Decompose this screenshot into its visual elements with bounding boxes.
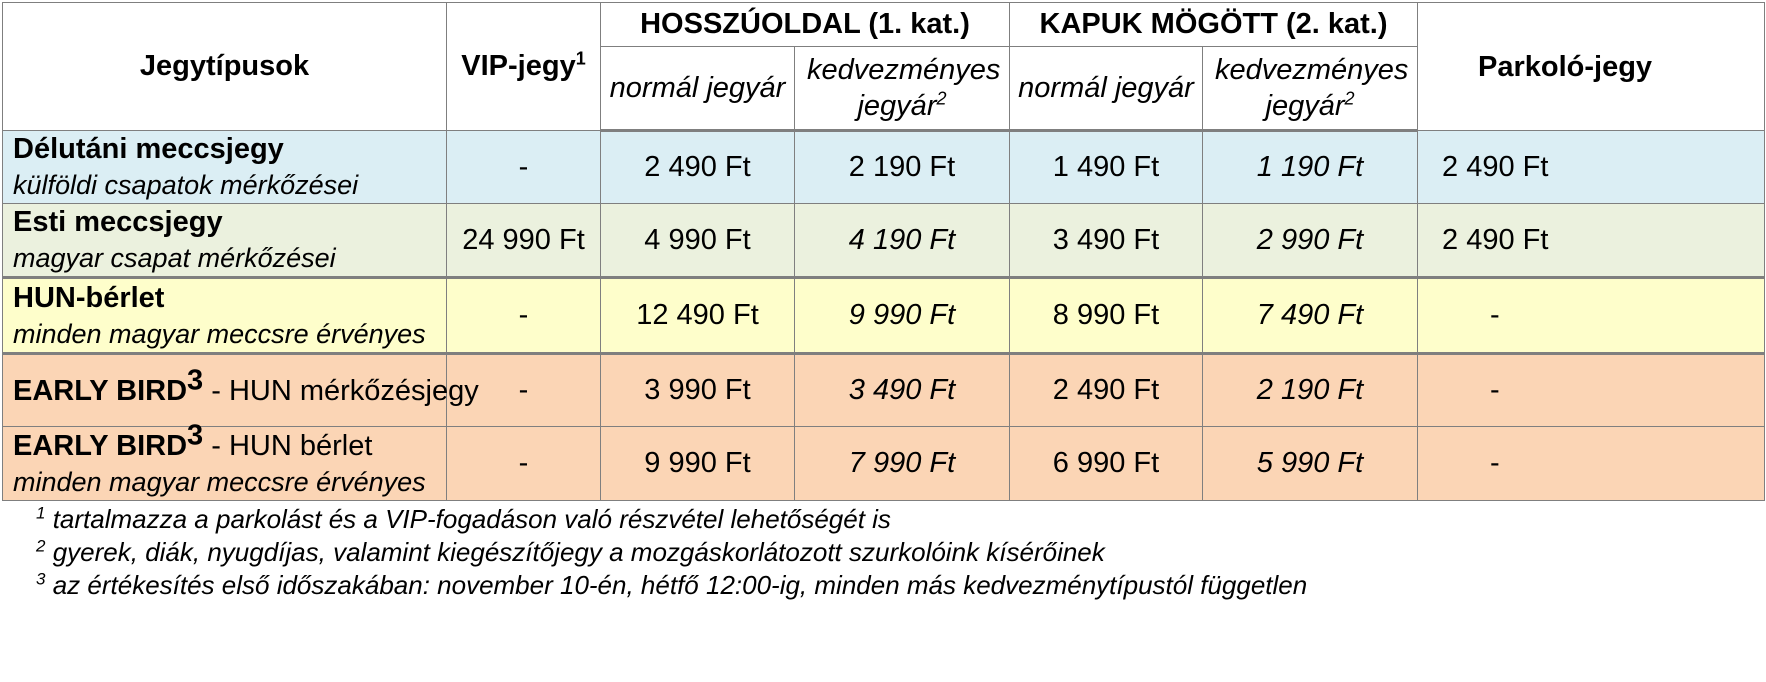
footnotes [36, 503, 1307, 602]
long-normal-price: 3 990 Ft [601, 354, 795, 427]
table-row [3, 131, 1765, 204]
footnote-1: $^1$ tartalmazza a parkolást és a VIP-fogadáson való részvétel lehetőségét is [36, 503, 891, 534]
header-vip: VIP-jegy$^1$ [447, 3, 601, 131]
vip-price: 24 990 Ft [447, 204, 601, 278]
goal-normal-price: 1 490 Ft [1010, 131, 1203, 204]
long-discount-price: 4 190 Ft [795, 204, 1010, 278]
table-row [3, 204, 1765, 278]
footnote-ref: 1 [575, 48, 586, 69]
goal-discount-price: 1 190 Ft [1203, 131, 1418, 204]
ticket-type-cell: Délutáni meccsjegy külföldi csapatok mérkőzései [3, 131, 447, 204]
long-normal-price: 4 990 Ft [601, 204, 795, 278]
goal-discount-price: 2 990 Ft [1203, 204, 1418, 278]
vip-price: - [447, 354, 601, 427]
vip-price: - [447, 278, 601, 354]
goal-discount-price: 7 490 Ft [1203, 278, 1418, 354]
footnote-3: $^3$ az értékesítés első időszakában: november 10-én, hétfő 12:00-ig, minden más kedvezménytípustól független [36, 569, 1308, 600]
ticket-type-cell: EARLY BIRD$^3$ - HUN mérkőzésjegy [3, 354, 447, 427]
long-discount-price: 3 490 Ft [795, 354, 1010, 427]
table-row [3, 278, 1765, 354]
parking-price: 2 490 Ft [1418, 204, 1765, 278]
header-long-side: HOSSZÚOLDAL (1. kat.) [601, 3, 1010, 47]
vip-price: - [447, 131, 601, 204]
header-goal-normal: normál jegyár [1010, 47, 1203, 131]
goal-normal-price: 3 490 Ft [1010, 204, 1203, 278]
long-normal-price: 9 990 Ft [601, 427, 795, 501]
long-discount-price: 2 190 Ft [795, 131, 1010, 204]
table-row [3, 427, 1765, 501]
long-discount-price: 7 990 Ft [795, 427, 1010, 501]
parking-price: - [1418, 354, 1765, 427]
ticket-type-cell: Esti meccsjegy magyar csapat mérkőzései [3, 204, 447, 278]
goal-normal-price: 2 490 Ft [1010, 354, 1203, 427]
header-behind-goals: KAPUK MÖGÖTT (2. kat.) [1010, 3, 1418, 47]
header-parking: Parkoló-jegy [1418, 3, 1765, 131]
long-normal-price: 2 490 Ft [601, 131, 795, 204]
vip-price: - [447, 427, 601, 501]
parking-price: 2 490 Ft [1418, 131, 1765, 204]
goal-normal-price: 6 990 Ft [1010, 427, 1203, 501]
header-ticket-types: Jegytípusok [3, 3, 447, 131]
header-long-discount: kedvezményes jegyár$^2$ [795, 47, 1010, 131]
goal-discount-price: 2 190 Ft [1203, 354, 1418, 427]
header-long-normal: normál jegyár [601, 47, 795, 131]
goal-normal-price: 8 990 Ft [1010, 278, 1203, 354]
footnote-2: $^2$ gyerek, diák, nyugdíjas, valamint kiegészítőjegy a mozgáskorlátozott szurkolóink kísérőinek [36, 536, 1105, 567]
ticket-price-table [2, 2, 1765, 501]
header-goal-discount: kedvezményes jegyár$^2$ [1203, 47, 1418, 131]
ticket-type-cell: EARLY BIRD$^3$ - HUN bérlet minden magyar meccsre érvényes [3, 427, 447, 501]
table-row [3, 354, 1765, 427]
ticket-type-cell: HUN-bérlet minden magyar meccsre érvényes [3, 278, 447, 354]
parking-price: - [1418, 278, 1765, 354]
long-discount-price: 9 990 Ft [795, 278, 1010, 354]
parking-price: - [1418, 427, 1765, 501]
long-normal-price: 12 490 Ft [601, 278, 795, 354]
goal-discount-price: 5 990 Ft [1203, 427, 1418, 501]
